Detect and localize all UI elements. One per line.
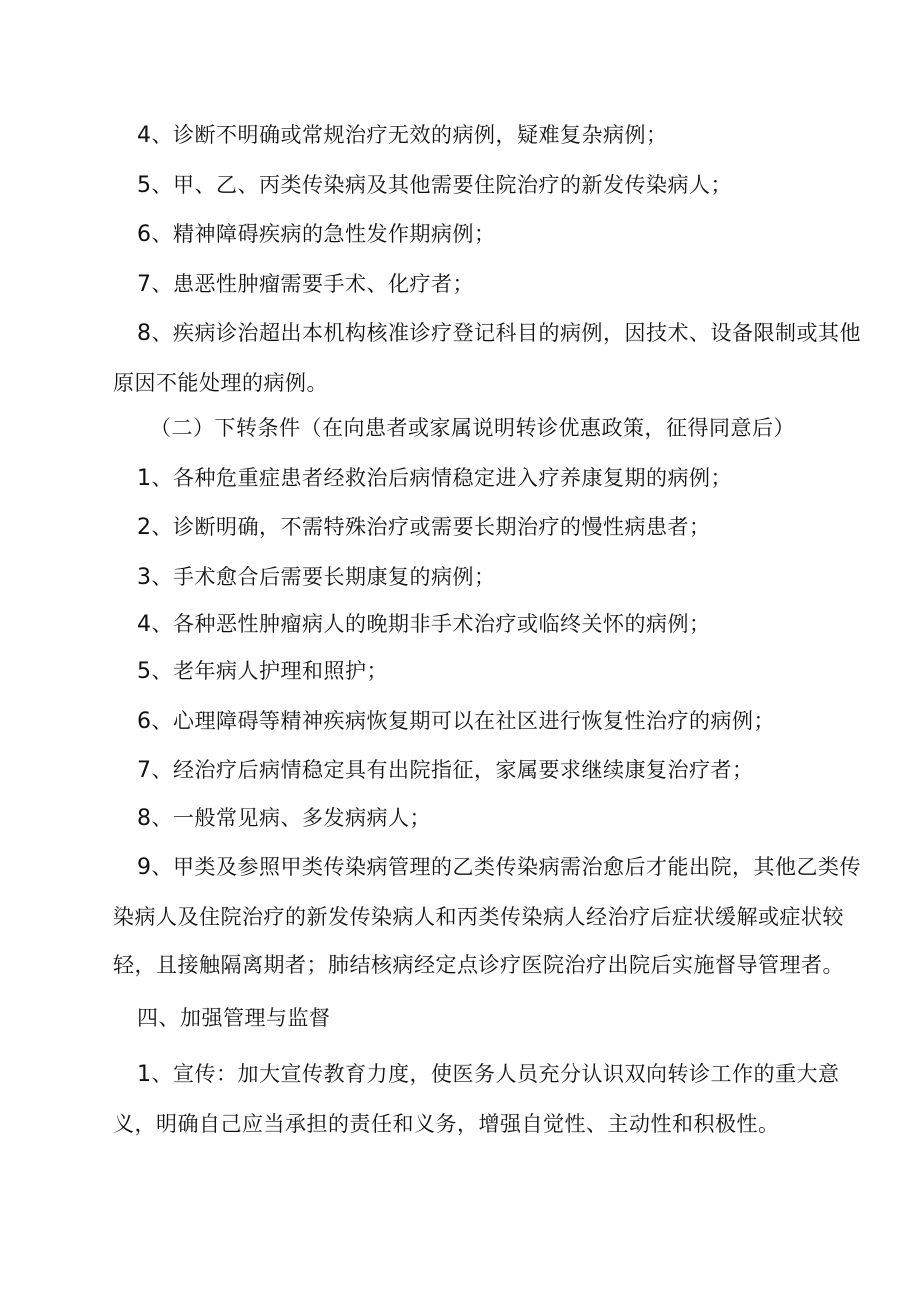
downward-item-6: 6、心理障碍等精神疾病恢复期可以在社区进行恢复性治疗的病例； <box>137 709 775 734</box>
upward-item-4: 4、诊断不明确或常规治疗无效的病例，疑难复杂病例； <box>137 123 668 148</box>
upward-item-6: 6、精神障碍疾病的急性发作期病例； <box>137 222 496 247</box>
section-4-item-1-cont: 义，明确自己应当承担的责任和义务，增强自觉性、主动性和积极性。 <box>113 1112 780 1136</box>
upward-item-8: 8、疾病诊治超出本机构核准诊疗登记科目的病例，因技术、设备限制或其他 <box>137 321 861 346</box>
downward-item-5: 5、老年病人护理和照护； <box>137 659 388 684</box>
downward-item-9-cont-2: 轻，且接触隔离期者；肺结核病经定点诊疗医院治疗出院后实施督导管理者。 <box>113 953 844 977</box>
downward-item-4: 4、各种恶性肿瘤病人的晚期非手术治疗或临终关怀的病例； <box>137 612 711 637</box>
downward-heading: （二）下转条件（在向患者或家属说明转诊优惠政策，征得同意后） <box>150 416 795 440</box>
upward-item-5: 5、甲、乙、丙类传染病及其他需要住院治疗的新发传染病人； <box>137 173 732 198</box>
downward-item-2: 2、诊断明确，不需特殊治疗或需要长期治疗的慢性病患者； <box>137 515 711 540</box>
section-4-item-1: 1、宣传：加大宣传教育力度，使医务人员充分认识双向转诊工作的重大意 <box>137 1062 840 1087</box>
downward-item-7: 7、经治疗后病情稳定具有出院指征，家属要求继续康复治疗者； <box>137 758 754 783</box>
downward-item-9: 9、甲类及参照甲类传染病管理的乙类传染病需治愈后才能出院，其他乙类传 <box>137 855 861 880</box>
downward-item-3: 3、手术愈合后需要长期康复的病例； <box>137 565 496 590</box>
section-4-heading: 四、加强管理与监督 <box>137 1006 331 1030</box>
upward-item-7: 7、患恶性肿瘤需要手术、化疗者； <box>137 272 474 297</box>
downward-item-9-cont-1: 染病人及住院治疗的新发传染病人和丙类传染病人经治疗后症状缓解或症状较 <box>113 905 844 929</box>
downward-item-1: 1、各种危重症患者经救治后病情稳定进入疗养康复期的病例； <box>137 466 732 491</box>
upward-item-8-cont: 原因不能处理的病例。 <box>113 371 328 395</box>
downward-item-8: 8、一般常见病、多发病病人； <box>137 806 431 831</box>
